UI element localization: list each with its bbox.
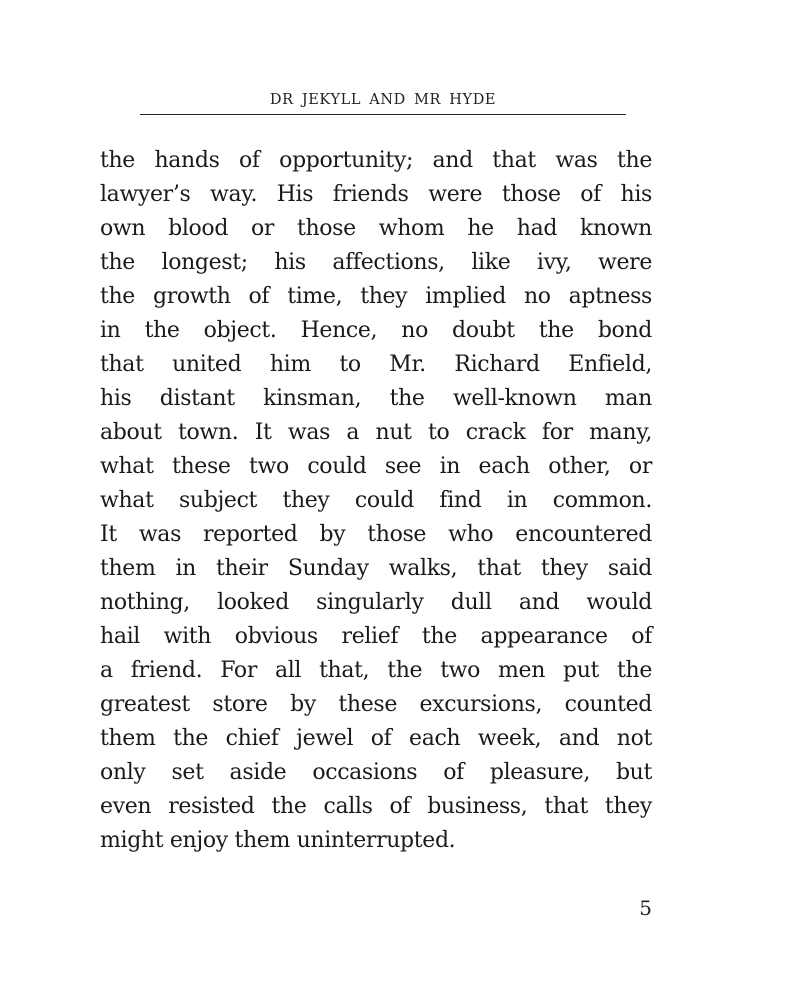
text-line: nothing, looked singularly dull and would xyxy=(100,590,652,615)
text-line: lawyer’s way. His friends were those of his xyxy=(100,182,652,207)
text-line: them in their Sunday walks, that they said xyxy=(100,556,652,581)
text-line: the hands of opportunity; and that was the xyxy=(100,148,652,173)
text-line: even resisted the calls of business, that they xyxy=(100,794,652,819)
text-line: the growth of time, they implied no aptness xyxy=(100,284,652,309)
text-line-last: might enjoy them uninterrupted. xyxy=(100,828,456,853)
text-line: the longest; his affections, like ivy, were xyxy=(100,250,652,275)
body-text xyxy=(100,144,652,858)
text-line: a friend. For all that, the two men put the xyxy=(100,658,652,683)
text-line: greatest store by these excursions, counted xyxy=(100,692,652,717)
text-line: what these two could see in each other, or xyxy=(100,454,652,479)
text-line: them the chief jewel of each week, and not xyxy=(100,726,652,751)
text-line: hail with obvious relief the appearance of xyxy=(100,624,652,649)
text-line: own blood or those whom he had known xyxy=(100,216,652,241)
text-line: his distant kinsman, the well-known man xyxy=(100,386,652,411)
text-line: what subject they could find in common. xyxy=(100,488,652,513)
text-line: in the object. Hence, no doubt the bond xyxy=(100,318,652,343)
text-line: about town. It was a nut to crack for many, xyxy=(100,420,652,445)
text-line: that united him to Mr. Richard Enfield, xyxy=(100,352,652,377)
running-head: DR JEKYLL AND MR HYDE xyxy=(269,92,497,108)
page-number: 5 xyxy=(639,896,652,920)
text-line: only set aside occasions of pleasure, but xyxy=(100,760,652,785)
text-line: It was reported by those who encountered xyxy=(100,522,652,547)
header-rule xyxy=(140,114,626,115)
